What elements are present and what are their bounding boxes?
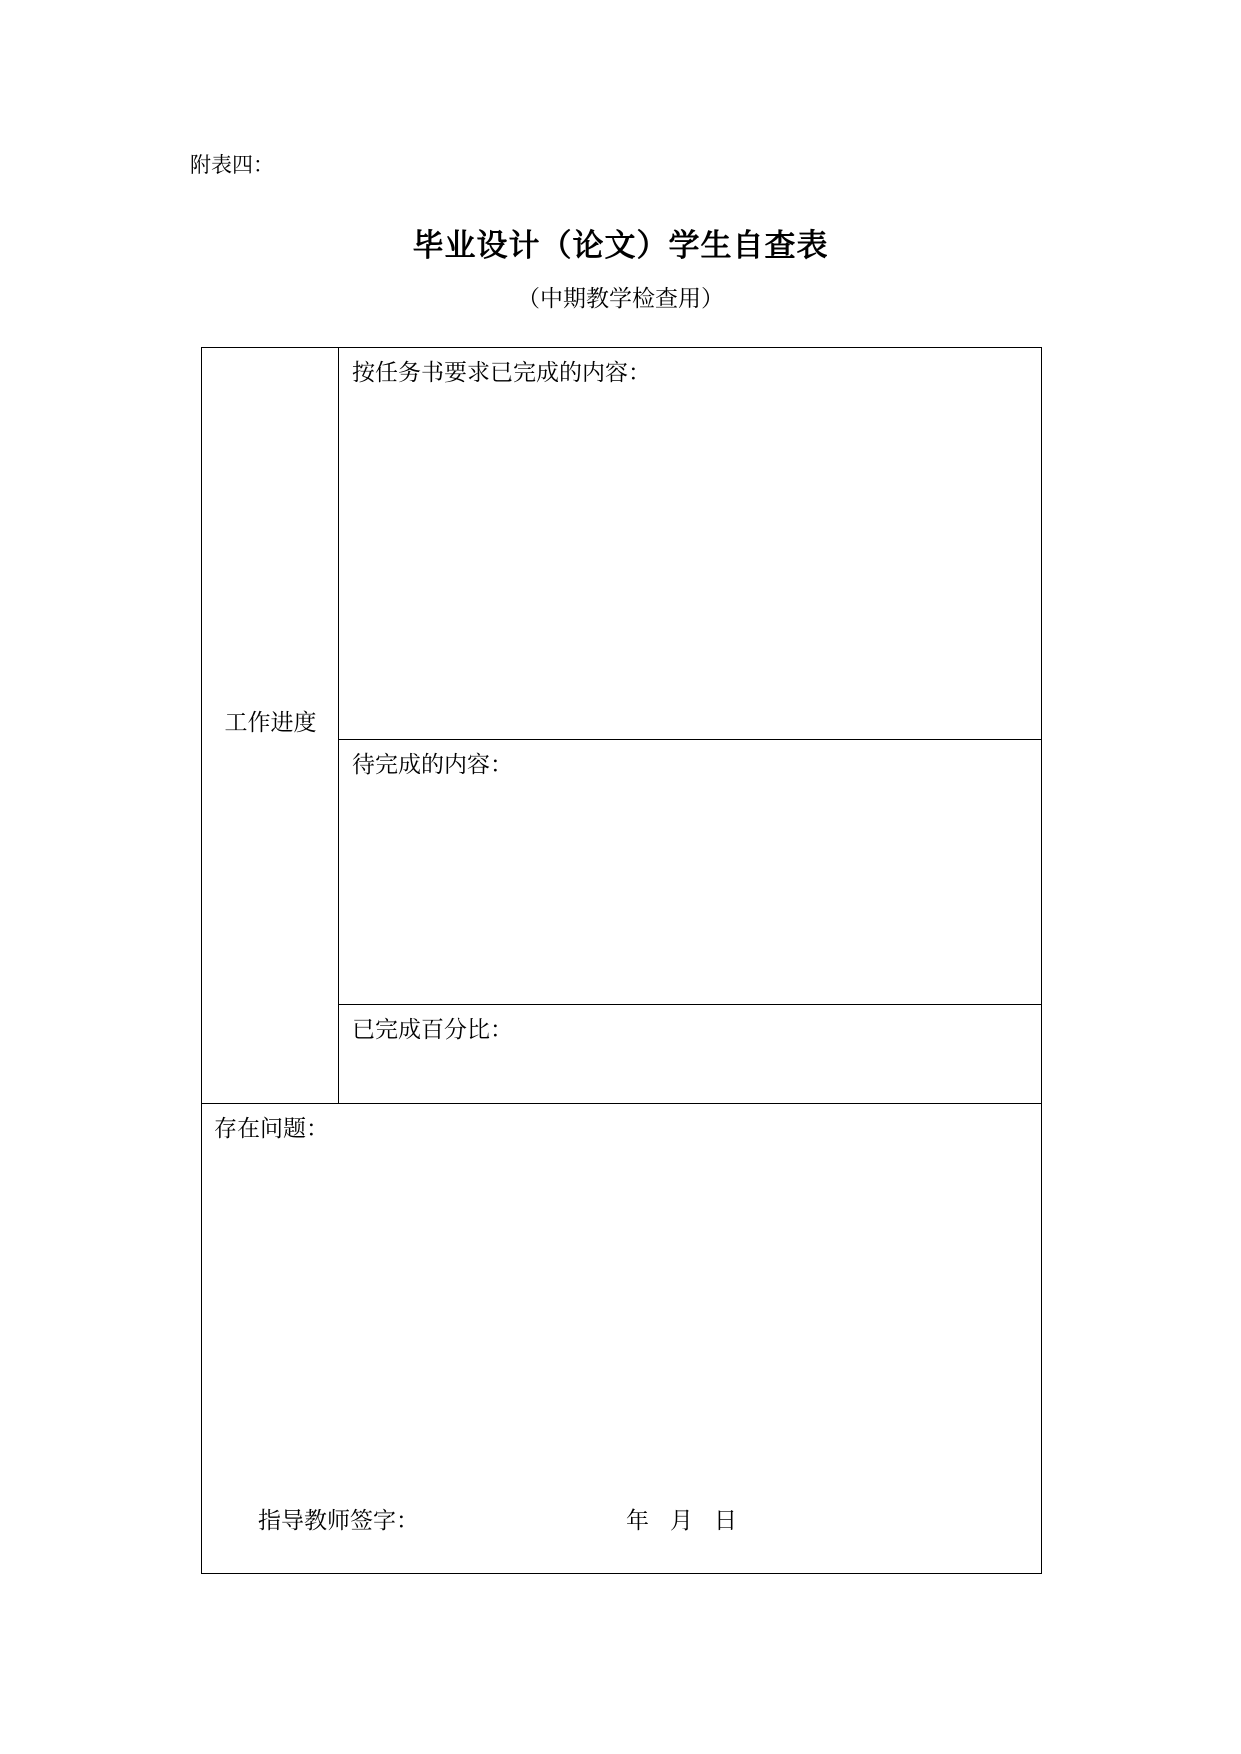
- appendix-label: 附表四：: [190, 153, 274, 177]
- self-check-form-table: [201, 347, 1042, 1574]
- completion-percent-field[interactable]: [339, 1005, 1041, 1103]
- progress-label: 工作进度: [224, 710, 317, 736]
- supervisor-signature-label: 指导教师签字：: [258, 1508, 419, 1534]
- completed-content-label: 按任务书要求已完成的内容：: [352, 360, 651, 386]
- problems-field[interactable]: [202, 1103, 1041, 1573]
- date-month-label: 月: [670, 1508, 693, 1534]
- signature-date: [626, 1506, 737, 1536]
- pending-content-field[interactable]: [339, 740, 1041, 1005]
- date-day-label: 日: [714, 1508, 737, 1534]
- completed-content-field[interactable]: [339, 348, 1041, 740]
- pending-content-label: 待完成的内容：: [352, 752, 513, 778]
- date-year-label: 年: [626, 1508, 649, 1534]
- page-title: 毕业设计（论文）学生自查表: [412, 228, 829, 264]
- problems-label: 存在问题：: [214, 1116, 329, 1142]
- page-subtitle: （中期教学检查用）: [517, 286, 724, 312]
- completion-percent-label: 已完成百分比：: [352, 1017, 513, 1043]
- progress-label-cell: [202, 348, 339, 1103]
